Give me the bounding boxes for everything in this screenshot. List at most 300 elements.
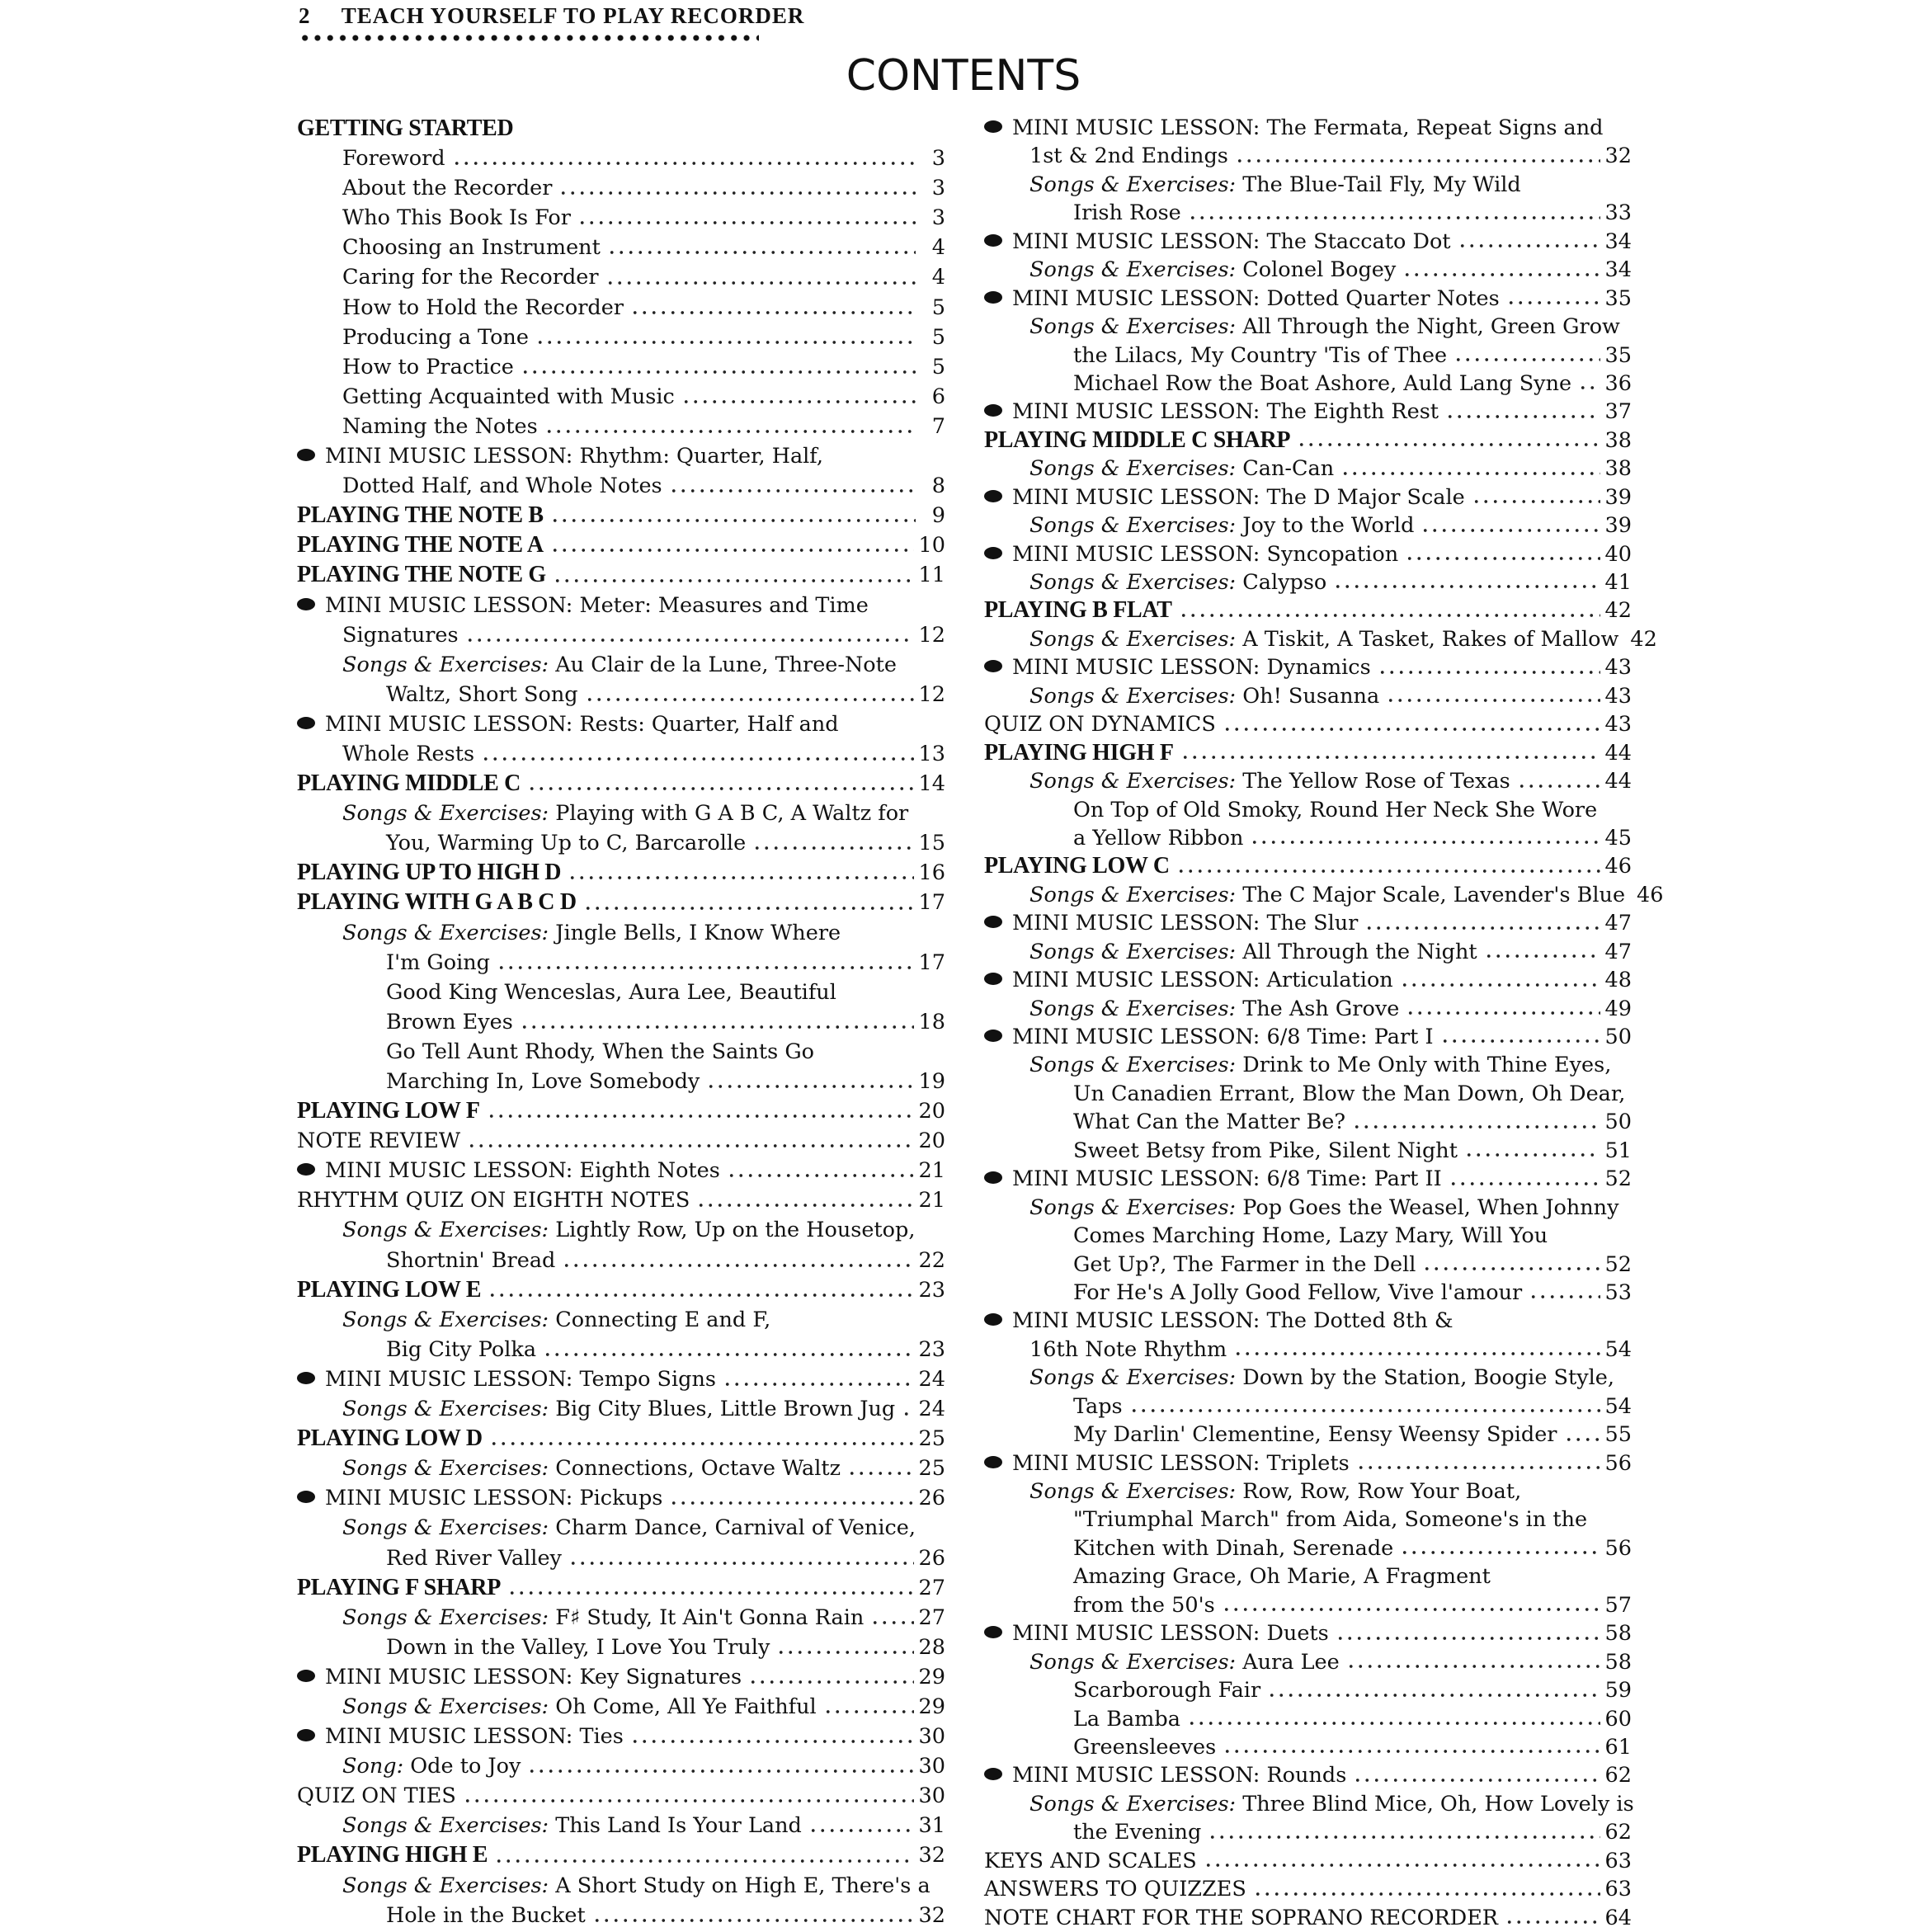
dot-leader — [870, 1620, 913, 1625]
toc-entry-text — [1029, 256, 1396, 284]
dot-leader — [1564, 1437, 1600, 1442]
dot-leader — [669, 488, 916, 493]
toc-entry-text: My Darlin' Clementine, Eensy Weensy Spider — [1073, 1422, 1557, 1448]
dot-leader — [1402, 272, 1600, 277]
toc-entry-text: a Yellow Ribbon — [1073, 825, 1244, 851]
toc-entry — [984, 1364, 1632, 1392]
toc-entry-lesson — [984, 483, 1632, 511]
songs-titles: Playing with G A B C, A Waltz for — [555, 801, 909, 827]
toc-entry-text — [342, 1751, 521, 1781]
toc-entry-text: PLAYING F SHARP — [297, 1574, 502, 1600]
toc-entry-text: MINI MUSIC LESSON: The Slur — [1012, 911, 1359, 936]
dot-leader — [1233, 1351, 1600, 1356]
toc-entry-text: Hole in the Bucket — [386, 1902, 586, 1928]
dot-leader — [607, 250, 916, 255]
dot-leader — [1297, 442, 1600, 447]
toc-page-number: 57 — [1604, 1592, 1632, 1618]
songs-label: Songs & Exercises: — [1029, 456, 1237, 482]
toc-entry-text: Comes Marching Home, Lazy Mary, Will You — [1073, 1223, 1548, 1249]
dot-leader — [568, 875, 913, 880]
toc-page-number: 62 — [1604, 1763, 1632, 1788]
songs-titles: A Short Study on High E, There's a — [555, 1873, 931, 1898]
dot-leader — [568, 1561, 914, 1566]
toc-entry-lesson — [984, 1619, 1632, 1647]
dot-leader — [1250, 840, 1600, 845]
toc-entry-lesson — [984, 1449, 1632, 1477]
dot-leader — [1484, 954, 1600, 959]
toc-entry-text — [342, 1394, 895, 1424]
dot-leader — [1445, 414, 1600, 419]
toc-page-number: 27 — [918, 1605, 945, 1630]
toc-entry-text — [1029, 767, 1510, 795]
toc-entry-text: For He's A Jolly Good Fellow, Vive l'amour — [1073, 1279, 1523, 1305]
songs-label: Songs & Exercises: — [342, 1456, 549, 1482]
toc-entry-text: QUIZ ON DYNAMICS — [984, 712, 1216, 737]
toc-page-number: 25 — [918, 1456, 945, 1482]
dot-leader — [1386, 698, 1600, 703]
toc-page-number: 31 — [918, 1813, 945, 1839]
toc-entry-text — [342, 1454, 841, 1483]
toc-entry — [984, 1506, 1632, 1534]
songs-label: Songs & Exercises: — [342, 801, 549, 827]
toc-page-number: 21 — [918, 1188, 945, 1213]
toc-page-number: 41 — [1604, 570, 1632, 595]
toc-entry-text: Whole Rests — [342, 741, 475, 766]
toc-page-number: 20 — [918, 1099, 945, 1124]
toc-entry — [984, 1222, 1632, 1250]
toc-entry-text: Irish Rose — [1073, 200, 1181, 226]
toc-entry-lesson — [297, 1156, 945, 1185]
toc-entry-text: Good King Wenceslas, Aura Lee, Beautiful — [386, 979, 836, 1005]
toc-entry-section — [297, 1573, 945, 1603]
toc-entry-text: MINI MUSIC LESSON: The Fermata, Repeat Signs and — [1012, 115, 1604, 140]
toc-entry-text: MINI MUSIC LESSON: Eighth Notes — [325, 1158, 720, 1184]
toc-page-number: 44 — [1604, 740, 1632, 766]
toc-page-number: 29 — [918, 1694, 945, 1719]
toc-entry-text: "Triumphal March" from Aida, Someone's in the — [1073, 1507, 1588, 1533]
toc-entry-text — [1029, 511, 1414, 540]
toc-entry — [297, 1513, 945, 1543]
toc-entry-text — [1029, 568, 1326, 596]
toc-entry-text: MINI MUSIC LESSON: Dotted Quarter Notes — [1012, 285, 1500, 311]
toc-entry — [297, 1126, 945, 1156]
toc-entry-text: MINI MUSIC LESSON: Tempo Signs — [325, 1366, 717, 1392]
toc-entry-lesson — [984, 1165, 1632, 1193]
toc-page-number: 40 — [1604, 541, 1632, 567]
toc-page-number: 59 — [1604, 1678, 1632, 1703]
dot-leader — [605, 280, 916, 285]
toc-entry-text: PLAYING WITH G A B C D — [297, 889, 577, 916]
toc-entry-text: Naming the Notes — [342, 413, 538, 439]
toc-entry-text — [342, 1811, 802, 1840]
songs-titles: Jingle Bells, I Know Where — [555, 920, 841, 945]
songs-label: Songs & Exercises: — [1029, 1195, 1237, 1220]
toc-entry — [984, 455, 1632, 483]
toc-page-number: 12 — [918, 681, 945, 707]
toc-entry-text: MINI MUSIC LESSON: Pickups — [325, 1486, 663, 1511]
songs-titles: Colonel Bogey — [1242, 257, 1397, 283]
toc-page-number: 24 — [918, 1366, 945, 1392]
toc-entry — [984, 1251, 1632, 1279]
dot-leader — [1222, 1607, 1600, 1612]
toc-entry — [297, 1901, 945, 1930]
toc-page-number: 50 — [1604, 1025, 1632, 1049]
toc-entry-text: Caring for the Recorder — [342, 265, 599, 290]
songs-label: Songs & Exercises: — [1029, 939, 1237, 964]
toc-entry-lesson — [984, 228, 1632, 256]
songs-titles: Ode to Joy — [410, 1754, 521, 1779]
toc-entry — [297, 1751, 945, 1781]
toc-entry-text: PLAYING HIGH E — [297, 1842, 488, 1868]
toc-page-number: 32 — [1604, 144, 1632, 169]
toc-entry-lesson — [984, 1023, 1632, 1051]
toc-page-number: 4 — [931, 265, 945, 290]
songs-label: Songs & Exercises: — [1029, 257, 1237, 283]
toc-entry-lesson — [984, 909, 1632, 937]
toc-entry-text: the Evening — [1073, 1820, 1202, 1845]
dot-leader — [544, 429, 916, 434]
toc-page-number: 51 — [1604, 1138, 1632, 1163]
dot-leader — [489, 1441, 914, 1446]
songs-titles: The Blue-Tail Fly, My Wild — [1242, 172, 1521, 197]
songs-titles: Connecting E and F, — [555, 1307, 771, 1332]
dot-leader — [527, 1769, 913, 1774]
toc-entry — [984, 568, 1632, 596]
toc-entry — [297, 1811, 945, 1840]
toc-entry-section — [297, 114, 945, 144]
toc-entry — [297, 1037, 945, 1067]
toc-page-number: 52 — [1604, 1166, 1632, 1192]
toc-page-number: 29 — [918, 1664, 945, 1689]
toc-entry-section — [984, 852, 1632, 880]
songs-titles: The C Major Scale, Lavender's Blue — [1242, 882, 1626, 907]
songs-label: Songs & Exercises: — [1029, 1479, 1237, 1504]
toc-entry-text: Amazing Grace, Oh Marie, A Fragment — [1073, 1564, 1491, 1590]
toc-entry-text: How to Practice — [342, 354, 514, 379]
toc-entry-text: MINI MUSIC LESSON: Triplets — [1012, 1450, 1350, 1476]
toc-entry-text — [1029, 1051, 1611, 1079]
toc-entry-section — [297, 1424, 945, 1454]
toc-entry-lesson — [984, 398, 1632, 426]
dot-leader — [1267, 1693, 1600, 1698]
toc-entry — [297, 1007, 945, 1037]
toc-page-number: 45 — [1604, 825, 1632, 851]
toc-page-number: 56 — [1604, 1450, 1632, 1476]
toc-page-number: 30 — [918, 1724, 945, 1750]
dot-leader — [1364, 926, 1600, 931]
toc-page-number: 35 — [1604, 285, 1632, 311]
toc-page-number: 12 — [918, 622, 945, 648]
toc-entry-text: from the 50's — [1073, 1592, 1215, 1618]
dot-leader — [553, 578, 914, 583]
toc-entry — [984, 796, 1632, 824]
toc-entry-lesson — [984, 653, 1632, 681]
dot-leader — [1578, 385, 1600, 390]
songs-titles: Row, Row, Row Your Boat, — [1242, 1479, 1522, 1504]
toc-entry-text — [1029, 171, 1521, 199]
dot-leader — [1421, 528, 1600, 533]
toc-page-number: 33 — [1604, 200, 1632, 226]
toc-page-number: 47 — [1604, 911, 1632, 936]
songs-titles: Three Blind Mice, Oh, How Lovely is — [1242, 1791, 1634, 1817]
toc-page-number: 63 — [1604, 1848, 1632, 1873]
toc-entry-text: MINI MUSIC LESSON: Meter: Measures and Time — [325, 592, 869, 618]
toc-entry-text: MINI MUSIC LESSON: Rhythm: Quarter, Half, — [325, 444, 823, 469]
toc-entry — [984, 1080, 1632, 1108]
songs-label: Songs & Exercises: — [342, 1515, 549, 1541]
toc-page-number: 60 — [1604, 1706, 1632, 1732]
toc-page-number: 13 — [918, 741, 945, 766]
dot-leader — [1505, 1920, 1600, 1925]
toc-entry-lesson — [984, 1307, 1632, 1335]
toc-entry — [984, 342, 1632, 370]
toc-page-number: 32 — [918, 1902, 945, 1928]
dot-leader — [1406, 1011, 1600, 1015]
toc-page-number: 19 — [918, 1069, 945, 1094]
toc-page-number: 10 — [918, 533, 945, 558]
toc-entry — [297, 1454, 945, 1483]
dot-leader — [1449, 1181, 1600, 1186]
toc-entry-text: ANSWERS TO QUIZZES — [984, 1877, 1246, 1902]
toc-entry-lesson — [297, 441, 945, 471]
toc-entry — [297, 412, 945, 441]
toc-page-number: 43 — [1604, 655, 1632, 681]
toc-entry-text: Scarborough Fair — [1073, 1678, 1261, 1703]
contents-left-column — [297, 114, 945, 1930]
dot-leader — [481, 756, 913, 761]
dot-leader — [823, 1709, 914, 1714]
toc-entry-text: Foreword — [342, 146, 445, 172]
toc-entry-text: MINI MUSIC LESSON: Ties — [325, 1724, 624, 1750]
toc-entry — [984, 1137, 1632, 1165]
toc-page-number: 46 — [1604, 854, 1632, 879]
toc-entry-text: Waltz, Short Song — [386, 681, 578, 707]
toc-entry — [297, 948, 945, 978]
toc-entry — [297, 1335, 945, 1364]
dot-leader — [1340, 471, 1600, 476]
toc-entry-section — [297, 560, 945, 590]
toc-entry — [297, 233, 945, 262]
toc-entry-text: Get Up?, The Farmer in the Dell — [1073, 1251, 1416, 1277]
dot-leader — [1405, 556, 1600, 561]
toc-entry — [984, 1818, 1632, 1846]
toc-page-number: 4 — [931, 235, 945, 261]
songs-titles: Down by the Station, Boogie Style, — [1242, 1365, 1615, 1391]
toc-page-number: 43 — [1604, 683, 1632, 709]
toc-entry-text: PLAYING THE NOTE A — [297, 532, 544, 558]
songs-titles: Au Clair de la Lune, Three-Note — [555, 652, 898, 677]
toc-entry — [297, 739, 945, 769]
toc-entry — [297, 918, 945, 948]
dot-leader — [467, 1143, 913, 1148]
toc-entry-text: MINI MUSIC LESSON: 6/8 Time: Part II — [1012, 1166, 1442, 1192]
toc-entry-text: Sweet Betsy from Pike, Silent Night — [1073, 1138, 1458, 1163]
toc-entry — [297, 262, 945, 292]
songs-label: Song: — [342, 1754, 404, 1779]
toc-page-number: 26 — [918, 1486, 945, 1511]
toc-page-number: 3 — [931, 205, 945, 231]
toc-page-number: 46 — [1637, 882, 1664, 907]
page-title: CONTENTS — [846, 51, 1081, 101]
toc-entry-text: Kitchen with Dinah, Serenade — [1073, 1535, 1394, 1561]
dot-leader — [1333, 584, 1600, 589]
toc-entry-text: GETTING STARTED — [297, 115, 514, 141]
dot-leader — [520, 1025, 914, 1030]
dot-leader — [488, 1293, 913, 1298]
songs-label: Songs & Exercises: — [342, 920, 549, 945]
toc-entry-lesson — [297, 1722, 945, 1751]
toc-page-number: 5 — [931, 324, 945, 350]
songs-label: Songs & Exercises: — [342, 1218, 549, 1243]
toc-entry — [984, 1534, 1632, 1562]
dot-leader — [1187, 1721, 1600, 1726]
dot-leader — [1223, 727, 1600, 732]
songs-label: Songs & Exercises: — [1029, 1649, 1237, 1675]
toc-entry-text: Who This Book Is For — [342, 205, 571, 231]
toc-entry-text: the Lilacs, My Country 'Tis of Thee — [1073, 342, 1448, 368]
toc-page-number: 32 — [918, 1843, 945, 1868]
toc-page-number: 18 — [918, 1009, 945, 1034]
dot-leader — [521, 370, 916, 375]
toc-entry-text — [1029, 995, 1399, 1023]
toc-entry — [984, 1733, 1632, 1761]
toc-page-number: 30 — [918, 1754, 945, 1779]
toc-entry — [297, 828, 945, 858]
toc-entry — [297, 1871, 945, 1901]
songs-titles: Aura Lee — [1242, 1649, 1340, 1675]
toc-entry-text: Choosing an Instrument — [342, 235, 601, 261]
toc-entry-text: PLAYING THE NOTE G — [297, 562, 546, 588]
dot-leader — [1346, 1664, 1600, 1669]
toc-entry — [297, 1394, 945, 1424]
toc-entry — [984, 881, 1664, 909]
toc-entry-text: MINI MUSIC LESSON: Duets — [1012, 1621, 1329, 1647]
toc-page-number: 50 — [1604, 1110, 1632, 1135]
dot-leader — [727, 1173, 914, 1178]
dot-leader — [723, 1382, 914, 1387]
dot-leader — [1223, 1749, 1600, 1754]
dot-leader — [562, 1263, 913, 1268]
toc-entry-text: NOTE REVIEW — [297, 1129, 461, 1154]
dot-leader — [1353, 1778, 1600, 1783]
toc-entry-text: PLAYING HIGH F — [984, 739, 1174, 766]
toc-entry-text: How to Hold the Recorder — [342, 295, 624, 320]
toc-entry-text — [342, 650, 897, 680]
toc-entry-text: PLAYING MIDDLE C — [297, 770, 521, 797]
songs-label: Songs & Exercises: — [1029, 1791, 1237, 1817]
toc-page-number: 37 — [1604, 399, 1632, 425]
toc-entry-lesson — [984, 285, 1632, 313]
dot-leader — [669, 1501, 913, 1506]
toc-page-number: 14 — [918, 771, 945, 797]
toc-entry-text: Signatures — [342, 622, 459, 648]
toc-entry-lesson — [984, 966, 1632, 994]
toc-page-number: 38 — [1604, 456, 1632, 482]
toc-page-number: 30 — [918, 1784, 945, 1809]
toc-entry — [297, 650, 945, 680]
dot-leader — [1204, 1863, 1600, 1868]
toc-entry-lesson — [297, 709, 945, 739]
toc-entry — [297, 323, 945, 352]
songs-label: Songs & Exercises: — [1029, 570, 1237, 595]
dot-leader — [1253, 1892, 1600, 1897]
songs-label: Songs & Exercises: — [342, 1605, 549, 1630]
toc-entry — [984, 710, 1632, 738]
toc-entry-text: PLAYING LOW D — [297, 1425, 483, 1452]
toc-entry — [984, 199, 1632, 227]
toc-entry-text — [342, 1871, 931, 1901]
toc-page-number: 22 — [918, 1247, 945, 1273]
dot-leader — [752, 846, 913, 851]
dot-leader — [487, 1114, 914, 1119]
dot-leader — [577, 220, 916, 225]
toc-entry-text: MINI MUSIC LESSON: The D Major Scale — [1012, 484, 1465, 510]
toc-entry — [984, 1648, 1632, 1676]
dot-leader — [1176, 869, 1600, 874]
toc-entry-text: PLAYING LOW F — [297, 1098, 480, 1124]
songs-titles: All Through the Night — [1242, 939, 1477, 964]
toc-entry-text: Producing a Tone — [342, 324, 529, 350]
toc-entry — [984, 1194, 1632, 1222]
toc-entry-text: MINI MUSIC LESSON: The Dotted 8th & — [1012, 1308, 1453, 1334]
dot-leader — [696, 1203, 913, 1208]
dot-leader — [558, 191, 916, 196]
toc-entry-text: MINI MUSIC LESSON: The Eighth Rest — [1012, 399, 1439, 425]
toc-entry — [984, 1562, 1632, 1590]
toc-page-number: 17 — [918, 950, 945, 975]
dot-leader — [1129, 1408, 1600, 1413]
songs-titles: F♯ Study, It Ain't Gonna Rain — [555, 1605, 865, 1630]
toc-entry-text — [342, 1305, 770, 1335]
toc-entry — [984, 625, 1657, 653]
toc-entry — [297, 382, 945, 412]
toc-entry-text: PLAYING LOW C — [984, 853, 1170, 879]
toc-entry — [984, 995, 1632, 1023]
toc-entry-section — [297, 1840, 945, 1870]
toc-entry-section — [297, 1275, 945, 1305]
toc-entry-text: MINI MUSIC LESSON: Rounds — [1012, 1763, 1347, 1788]
toc-entry — [984, 682, 1632, 710]
toc-entry — [984, 171, 1632, 199]
toc-page-number: 17 — [918, 890, 945, 916]
songs-titles: A Tiskit, A Tasket, Rakes of Mallow — [1242, 626, 1619, 652]
toc-entry — [297, 1692, 945, 1722]
toc-entry-text: Marching In, Love Somebody — [386, 1069, 700, 1094]
toc-entry-text — [1029, 1194, 1619, 1222]
dot-leader — [706, 1084, 913, 1089]
toc-entry-text: PLAYING LOW E — [297, 1276, 482, 1303]
songs-titles: Big City Blues, Little Brown Jug — [555, 1397, 896, 1422]
toc-page-number: 54 — [1604, 1336, 1632, 1362]
toc-page-number: 9 — [931, 503, 945, 529]
dot-leader — [808, 1828, 914, 1833]
toc-entry — [297, 1185, 945, 1215]
toc-entry-text: PLAYING UP TO HIGH D — [297, 860, 562, 886]
toc-page-number: 24 — [918, 1397, 945, 1422]
toc-page-number: 21 — [918, 1158, 945, 1184]
songs-label: Songs & Exercises: — [1029, 626, 1237, 652]
toc-entry — [297, 173, 945, 203]
songs-titles: This Land Is Your Land — [555, 1813, 802, 1839]
toc-entry-text: Red River Valley — [386, 1545, 562, 1571]
toc-entry — [984, 1279, 1632, 1307]
dot-leader — [1506, 300, 1600, 305]
songs-label: Songs & Exercises: — [342, 652, 549, 677]
toc-page-number: 38 — [1604, 427, 1632, 453]
toc-entry — [984, 1847, 1632, 1875]
toc-entry-text: MINI MUSIC LESSON: Syncopation — [1012, 541, 1399, 567]
toc-entry-text: Dotted Half, and Whole Notes — [342, 474, 662, 499]
